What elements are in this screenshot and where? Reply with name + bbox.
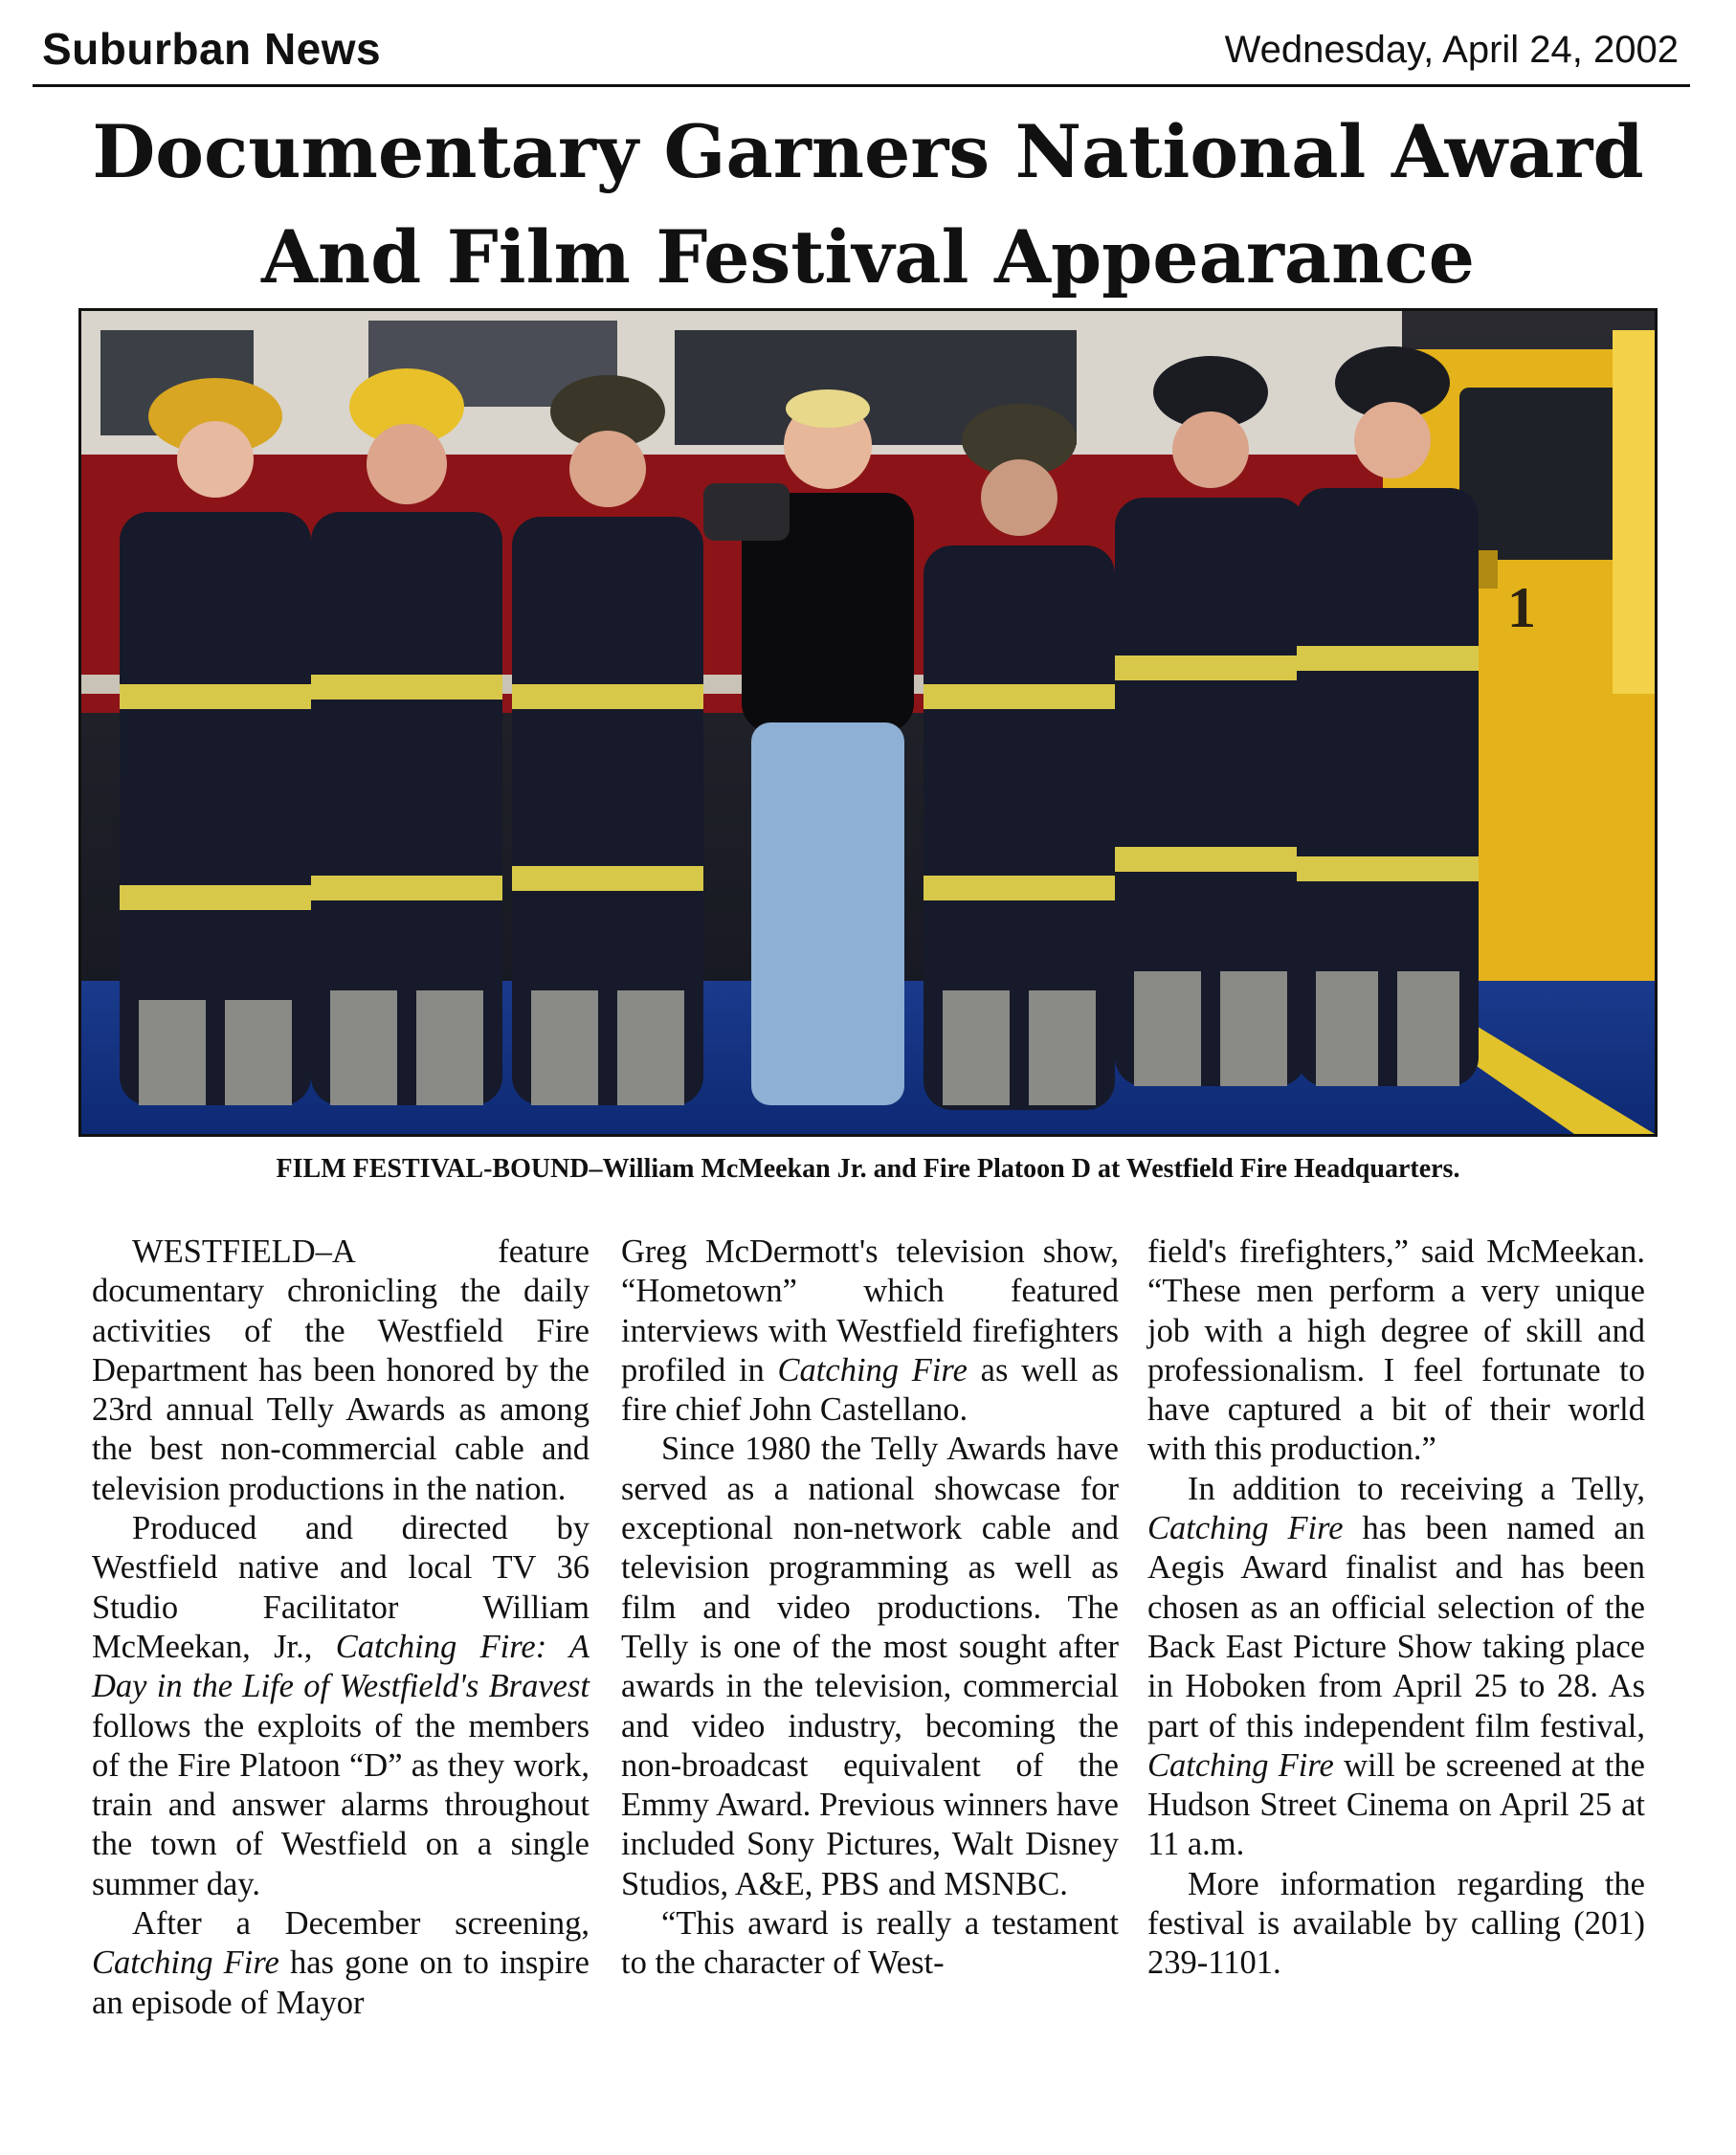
paragraph	[621, 1233, 1119, 1430]
paragraph	[92, 1904, 590, 2023]
masthead	[33, 21, 1690, 87]
text-run: has gone on to inspire an episode of Mayor	[92, 1944, 590, 2021]
film-title: Catching Fire	[92, 1944, 279, 1982]
text-run: After a December screening,	[132, 1905, 590, 1943]
article-column-2	[621, 1233, 1119, 1984]
headline-line-2: And Film Festival Appearance	[260, 214, 1476, 300]
headline-line-1: Documentary Garners National Award	[92, 109, 1644, 194]
film-title: Catching Fire	[1147, 1510, 1344, 1547]
paragraph: More information regarding the festival is available by calling (201) 239-1101.	[1147, 1865, 1645, 1982]
film-title: Catching Fire: A Day in the Life of Westfield's Bravest	[92, 1628, 590, 1705]
firefighters-photo-illustration	[81, 311, 1655, 1134]
text-run: Greg McDermott's television show, “Hometown” which featured interviews with Westfield firefighters profiled in	[621, 1233, 1119, 1389]
paragraph: “This award is really a testament to the character of West-	[621, 1905, 1119, 1982]
headline	[57, 100, 1679, 310]
text-run: follows the exploits of the members of the Fire Platoon “D” as they work, train and answer alarms throughout the town of Westfield on a single summer day.	[92, 1707, 590, 1902]
paragraph: WESTFIELD–A feature documentary chronicling the daily activities of the Westfield Fire Department has been honored by the 23rd annual Telly Awards as among the best non-commercial cable and television productions in the nation.	[92, 1233, 590, 1507]
article-photo	[78, 308, 1658, 1137]
film-title: Catching Fire	[777, 1351, 968, 1389]
truck-number: 1	[1507, 576, 1536, 639]
photo-caption: FILM FESTIVAL-BOUND–William McMeekan Jr. and Fire Platoon D at Westfield Fire Headquarters.	[276, 1154, 1460, 1184]
film-title: Catching Fire	[1147, 1746, 1334, 1784]
publication-date: Wednesday, April 24, 2002	[1224, 29, 1679, 71]
paragraph: field's firefighters,” said McMeekan. “These men perform a very unique job with a high degree of skill and professionalism. I feel fortunate to have captured a bit of their world with this production.”	[1147, 1233, 1645, 1468]
paragraph: Since 1980 the Telly Awards have served as a national showcase for exceptional non-network cable and television programming as well as film and video productions. The Telly is one of the most sought after awards in the television, commercial and video industry, becoming the non-broadcast equivalent of the Emmy Award. Previous winners have included Sony Pictures, Walt Disney Studios, A&E, PBS and MSNBC.	[621, 1431, 1119, 1902]
paragraph	[1147, 1470, 1645, 1865]
text-run: Produced and directed by Westfield native and local TV 36 Studio Facilitator William McMeekan, Jr.,	[92, 1510, 590, 1665]
text-run: In addition to receiving a Telly,	[1188, 1470, 1645, 1507]
paragraph	[92, 1509, 590, 1904]
text-run: has been named an Aegis Award finalist and has been chosen as an official selection of the Back East Picture Show taking place in Hoboken from April 25 to 28. As part of this independent film festival,	[1147, 1510, 1645, 1744]
text-run: will be screened at the Hudson Street Cinema on April 25 at 11 a.m.	[1147, 1746, 1645, 1863]
publication-name: Suburban News	[42, 24, 382, 74]
article-column-1	[92, 1233, 590, 2023]
article-column-3	[1147, 1233, 1645, 1984]
text-run: as well as fire chief John Castellano.	[621, 1351, 1119, 1429]
